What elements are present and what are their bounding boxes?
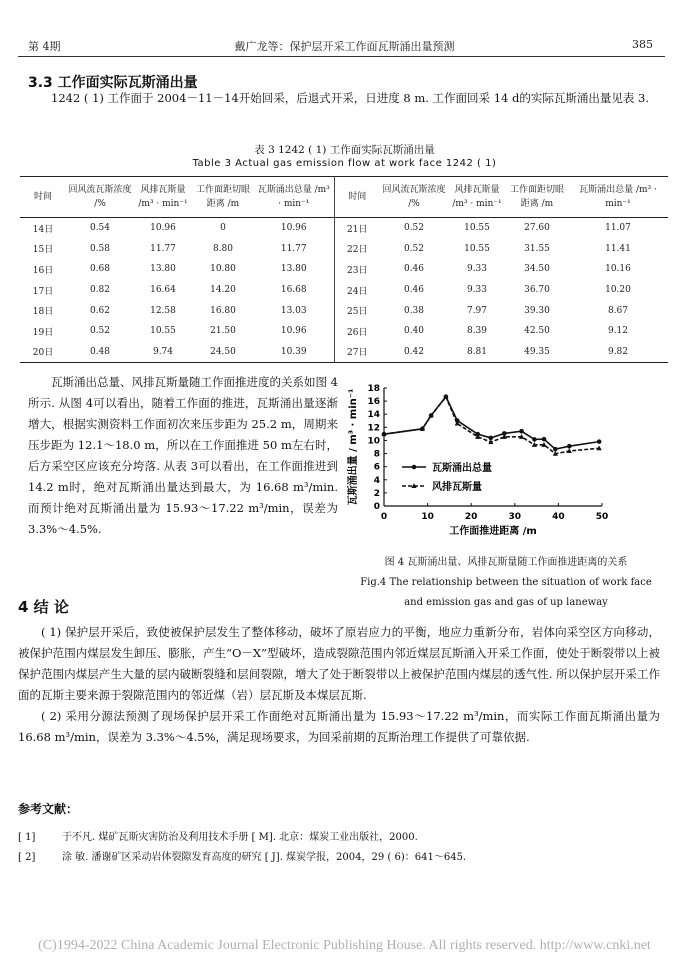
table-cell: 34.50	[524, 264, 550, 275]
table-cell: 0.52	[89, 326, 111, 337]
table-row	[20, 280, 668, 301]
table-cell: 11.07	[605, 223, 631, 234]
table-cell: 11.41	[605, 243, 631, 254]
running-title: 戴广龙等：保护层开采工作面瓦斯涌出量预测	[234, 40, 455, 53]
table-cell: 10.16	[605, 264, 631, 275]
table-cell: 0.52	[403, 243, 425, 254]
header-total-emission: 瓦斯涌出总量 /m³ · min⁻¹	[254, 177, 334, 218]
table-cell: 8.67	[607, 305, 629, 316]
table-cell: 14日	[32, 224, 54, 235]
table-cell: 31.55	[524, 243, 550, 254]
data-point-total-emission	[553, 447, 558, 452]
data-point-total-emission	[519, 429, 524, 434]
table-3-caption-en: Table 3 Actual gas emission flow at work face 1242 ( 1)	[192, 158, 497, 169]
reference-text: 涂 敏. 潘谢矿区采动岩体裂隙发育高度的研究 [ J]. 煤炭学报，2004，29 ( 6)：641～645.	[62, 852, 467, 863]
table-cell: 24.50	[210, 346, 236, 357]
section-4-title: 4 结 论	[18, 598, 69, 616]
legend-marker-total-emission	[412, 465, 417, 470]
header-concentration: 回风流瓦斯浓度 /%	[382, 185, 446, 209]
data-point-total-emission	[542, 437, 547, 442]
copyright-footer: (C)1994-2022 China Academic Journal Electronic Publishing House. All rights reserved. http://www.cnki.net	[38, 938, 651, 953]
table-cell: 8.80	[212, 243, 234, 254]
table-cell: 10.96	[254, 321, 334, 342]
table-cell: 10.96	[254, 218, 334, 239]
table-cell: 10.55	[150, 326, 176, 337]
x-tick-label: 50	[595, 512, 609, 522]
table-cell: 36.70	[524, 285, 550, 296]
table-cell: 13.03	[254, 300, 334, 321]
table-cell: 10.20	[605, 285, 631, 296]
table-cell: 11.77	[254, 239, 334, 260]
x-tick-label: 30	[508, 512, 522, 522]
table-cell: 27日	[347, 348, 368, 359]
table-cell: 0.52	[403, 223, 425, 234]
header-distance: 工作面距切眼距离 /m	[509, 185, 564, 209]
section-3-3-title: 3.3 工作面实际瓦斯涌出量	[28, 75, 198, 91]
y-tick-label: 18	[367, 384, 380, 394]
table-cell: 7.97	[466, 305, 488, 316]
references-title: 参考文献：	[18, 802, 79, 816]
table-cell: 0.54	[89, 223, 111, 234]
table-cell: 9.82	[607, 346, 629, 357]
y-tick-label: 16	[367, 397, 380, 408]
y-tick-label: 0	[373, 502, 380, 512]
table-3-caption-cn: 表 3 1242 ( 1) 工作面实际瓦斯涌出量	[254, 144, 435, 156]
table-cell: 24日	[347, 286, 368, 297]
y-axis-label: 瓦斯涌出量 / m³ · min⁻¹	[348, 388, 359, 506]
header-ventilation-gas: 风排瓦斯量 /m³ · min⁻¹	[452, 185, 502, 209]
table-row	[20, 239, 668, 260]
figure-4-caption-en-1: Fig.4 The relationship between the situation of work face	[360, 577, 652, 588]
table-cell: 0.46	[403, 285, 425, 296]
y-tick-label: 10	[367, 436, 380, 447]
table-cell: 8.39	[466, 326, 488, 337]
data-point-total-emission	[597, 439, 602, 444]
section-4-body	[18, 622, 660, 748]
x-tick-label: 40	[552, 512, 565, 522]
table-header-row	[20, 177, 668, 218]
header-time: 时间	[348, 192, 367, 202]
table-cell: 0.38	[403, 305, 425, 316]
table-cell: 25日	[347, 307, 368, 318]
table-cell: 0.58	[89, 243, 111, 254]
table-cell: 16日	[32, 265, 54, 276]
y-tick-label: 6	[373, 462, 380, 473]
table-cell: 49.35	[524, 346, 550, 357]
header-rule	[18, 56, 665, 57]
legend-label-total-emission: 瓦斯涌出总量	[432, 463, 492, 474]
table-row	[20, 321, 668, 342]
table-cell: 21.50	[210, 326, 236, 337]
reference-item	[18, 848, 668, 868]
x-tick-label: 20	[464, 512, 478, 522]
series-line-ventilation-gas	[384, 397, 599, 454]
table-cell: 10.39	[254, 342, 334, 363]
table-cell: 10.80	[210, 264, 236, 275]
table-cell: 0.40	[403, 326, 425, 337]
table-cell: 10.96	[150, 223, 176, 234]
header-distance: 工作面距切眼距离 /m	[195, 185, 250, 209]
header-ventilation-gas: 风排瓦斯量 /m³ · min⁻¹	[138, 185, 188, 209]
conclusion-1: ( 1) 保护层开采后，致使被保护层发生了整体移动，破坏了原岩应力的平衡，地应力重新分布，岩体向采空区方向移动，被保护范围内煤层发生卸压、膨胀，产生“O－X”型破坏，造成裂隙范围内邻近煤层瓦斯涌入开采工作面，使处于断裂带以上被保护范围内煤层产生大量的层内破断裂缝和层间裂隙，增大了处于断裂带以上被保护范围内煤层的透气性. 所以保护层开采工作面的瓦斯主要来源于裂隙范围内的邻近煤（岩）层瓦斯及本煤层瓦斯.	[18, 625, 660, 702]
table-cell: 9.12	[607, 326, 629, 337]
table-cell: 27.60	[524, 223, 550, 234]
page-number: 385	[632, 38, 653, 51]
reference-text: 于不凡. 煤矿瓦斯灾害防治及利用技术手册 [ M]. 北京：煤炭工业出版社，2000.	[62, 832, 418, 843]
figure-4-caption	[346, 553, 666, 613]
table-cell: 11.77	[150, 243, 176, 254]
table-cell: 15日	[32, 245, 54, 256]
table-cell: 17日	[32, 286, 54, 297]
table-cell: 22日	[347, 245, 368, 256]
y-tick-label: 12	[367, 423, 380, 434]
table-cell: 23日	[347, 265, 368, 276]
header-time: 时间	[33, 192, 52, 202]
table-row	[20, 300, 668, 321]
x-axis-label: 工作面推进距离 /m	[449, 526, 537, 537]
conclusion-2: ( 2) 采用分源法预测了现场保护层开采工作面绝对瓦斯涌出量为 15.93～17.22 m³/min，而实际工作面瓦斯涌出量为 16.68 m³/min，误差为 3.3%～4.5%，满足现场要求，为回采前期的瓦斯治理工作提供了可靠依据.	[18, 709, 660, 744]
table-cell: 19日	[32, 327, 54, 338]
y-tick-label: 4	[373, 475, 380, 486]
table-cell: 9.33	[466, 264, 488, 275]
table-cell: 13.80	[150, 264, 176, 275]
table-3	[20, 176, 668, 363]
table-cell: 12.58	[150, 305, 176, 316]
table-cell: 9.33	[466, 285, 488, 296]
figure-discussion-paragraph: 瓦斯涌出总量、风排瓦斯量随工作面推进度的关系如图 4所示. 从图 4可以看出，随着工作面的推进，瓦斯涌出量逐渐增大，根据实测资料工作面初次来压步距为 25.2 m，周期来压步距为 12.1～18.0 m，所以在工作面推进 50 m左右时，后方采空区应该充分垮落. 从表 3可以看出，在工作面推进到 14.2 m时，绝对瓦斯涌出量达到最大，为 16.68 m³/min. 而预计绝对瓦斯涌出量为 15.93～17.22 m³/min，误差为 3.3%～4.5%.	[28, 375, 338, 536]
table-cell: 13.80	[254, 259, 334, 280]
table-cell: 16.80	[210, 305, 236, 316]
y-tick-label: 8	[373, 449, 380, 460]
figure-4-caption-en-2: and emission gas and gas of up laneway	[404, 597, 608, 608]
issue-number: 第 4期	[28, 40, 61, 53]
reference-number: [ 2]	[18, 852, 36, 863]
data-point-total-emission	[567, 444, 572, 449]
reference-number: [ 1]	[18, 832, 36, 843]
header-concentration: 回风流瓦斯浓度 /%	[68, 185, 132, 209]
table-cell: 20日	[32, 348, 54, 359]
table-cell: 8.81	[466, 346, 488, 357]
table-cell: 0.68	[89, 264, 111, 275]
table-cell: 0.46	[403, 264, 425, 275]
section-3-3-paragraph: 1242 ( 1) 工作面于 2004－11－14开始回采，后退式开采，日进度 8 m. 工作面回采 14 d的实际瓦斯涌出量见表 3.	[51, 91, 649, 105]
table-cell: 0.62	[89, 305, 111, 316]
table-cell: 42.50	[524, 326, 550, 337]
legend-label-ventilation-gas: 风排瓦斯量	[432, 482, 482, 493]
figure-4-chart	[346, 380, 666, 555]
table-cell: 16.68	[254, 280, 334, 301]
table-cell: 26日	[347, 327, 368, 338]
data-point-total-emission	[532, 437, 537, 442]
references-list	[18, 828, 668, 868]
y-tick-label: 2	[373, 488, 380, 499]
table-cell: 9.74	[152, 346, 174, 357]
reference-item	[18, 828, 668, 848]
x-tick-label: 0	[380, 512, 388, 522]
table-cell: 39.30	[524, 305, 550, 316]
table-cell: 0.82	[89, 285, 111, 296]
x-tick-label: 10	[421, 512, 434, 522]
table-cell: 16.64	[150, 285, 176, 296]
table-cell: 14.20	[210, 285, 236, 296]
figure-4-caption-cn: 图 4 瓦斯涌出量、风排瓦斯量随工作面推进距离的关系	[384, 557, 628, 568]
table-cell: 0.48	[89, 346, 111, 357]
table-cell: 0.42	[403, 346, 425, 357]
table-cell: 21日	[347, 224, 368, 235]
table-row	[20, 342, 668, 363]
table-cell: 18日	[32, 307, 54, 318]
table-cell: 10.55	[464, 223, 490, 234]
y-tick-label: 14	[367, 410, 380, 421]
table-row	[20, 259, 668, 280]
header-total-emission: 瓦斯涌出总量 /m³ · min⁻¹	[579, 185, 657, 209]
table-cell: 0	[220, 223, 226, 234]
table-row	[20, 218, 668, 239]
table-cell: 10.55	[464, 243, 490, 254]
